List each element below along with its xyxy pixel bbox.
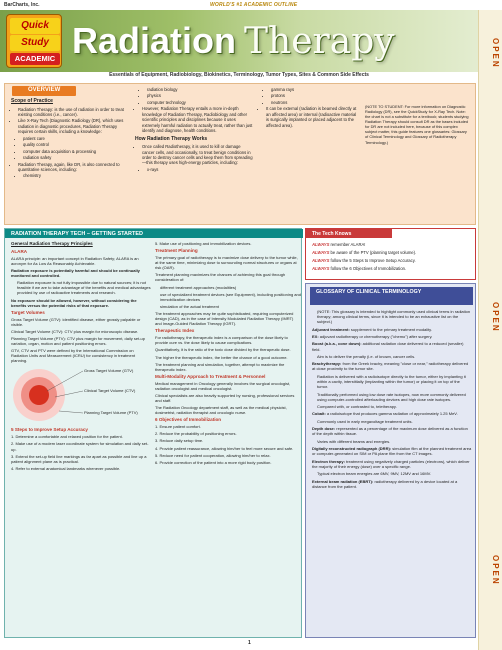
index-item: Quantitatively, it is the ratio of the toxic dose divided by the therapeutic dose. [155,347,291,353]
overview-col3-list [259,87,359,128]
list-item: • Radiation Therapy: is the use of radiation in order to treat existing conditions (i.e., cancer). [18,107,129,118]
step-item: 2. Make use of a modern laser coordinate system for simulation and daily set-up. [11,441,149,452]
objective-item: 5. Reduce need for patient cooperation, allowing him/her to relax. [155,452,271,458]
list-item: • Like X-Ray Tech (Diagnostic Radiology (DR), which uses radiation in diagnostic procedures, Radiation Therapy requires certain skills, including a knowledge: [18,118,129,134]
multi-item: Clinical specialists are also heavily supported by nursing, professional services and staff. [155,392,295,404]
list-item: • neutrons [271,100,359,105]
alara-text: ALARA principle: an important concept in Radiation Safety; ALARA is an acronym for As Low As Reasonably Achievable. [11,255,139,266]
objective-item: 2. Reduce the probability of positioning errors. [155,431,237,437]
gtv-label: Gross Target Volume (GTV) [84,368,134,374]
index-item: The treatment planning and simulation, together, attempt to maximize the therapeutic index. [155,361,285,372]
glossary-entry: EX: adjuvant radiotherapy or chemotherapy ("chemo") after surgery. [312,334,433,340]
planning-item: The treatment approaches may be quite sophisticated, requiring computerized design (CAD), as in the case of Intensity Modulated Radiation Therapy (IMRT) and Image-Guided Radiation Therapy (IGRT). [155,310,294,327]
gtv-circle [29,385,49,405]
list-item: • patient care [23,136,129,141]
glossary-entry: Depth dose: represented as a percentage of the maximum dose delivered as a function of the depth within tissue. [312,426,468,437]
steps-heading: 5 Steps to Improve Setup Accuracy [11,427,88,433]
no-exposure-text: No exposure should be allowed, however, without considering the benefits versus the potential risks of that exposure. [11,297,137,308]
target-item: Gross Target Volume (GTV): identified disease, either grossly palpable or visible. [11,316,141,327]
objectives-heading: 6 Objectives of Immobilization [155,417,222,423]
overview-title: OVERVIEW [12,86,76,96]
title-word-1: Radiation [72,20,237,61]
objective-item: 4. Provide patient reassurance, allowing him/her to feel more secure and safe. [155,445,294,451]
step-item: 4. Refer to external anatomical landmarks whenever possible. [11,465,121,471]
objective-item: 6. Provide correction of the patient into a more rigid body position. [155,459,272,465]
list-item: • However, Radiation Therapy entails a more in-depth knowledge of Radiation Therapy, Radiobiology and other scientific principles and disciplines because it uses extremely harmful radiation to actually treat, rather than just identify and diagnose, health conditions. [142,106,253,133]
glossary-entry: Typical electron beam energies are 6MV, 9MV, 12MV and 16MV. [317,471,432,477]
multi-heading: Multi-Modality Approach to Treatment & Personnel [155,373,266,379]
list-item: • gamma rays [271,87,359,92]
target-item: GTV, CTV and PTV were defined by the International Commission on Radiation Units and Measurement (ICRU) for consistency in treatment planning. [11,348,136,364]
open-tab-3[interactable]: OPEN [491,555,500,586]
multi-item: Medical management in Oncology generally involves the surgical oncologist, radiation oncologist and medical oncologist. [155,380,291,391]
tech-knows-line: ALWAYS be aware of the PTV (planning target volume). [312,250,417,255]
list-item: • physics [147,93,253,98]
principles-heading: General Radiation Therapy Principles [11,241,93,246]
glossary-entry: Cobalt: a radioisotope that produces gamma radiation of approximately 1.25 MeV. [312,411,458,417]
objective-item: 1. Ensure patient comfort. [155,424,201,430]
step-item: 5. Make use of positioning and immobilization devices. [155,241,252,246]
target-item: Planning Target Volume (PTV): CTV plus margin for movement, daily set-up variation, organ, motion and patient positioning errors. [11,335,145,347]
glossary-entry: Brachytherapy: from the Greek brachy, meaning "close or near," radiotherapy delivered at close proximity to the tumor site. [312,361,469,372]
glossary-title: GLOSSARY OF CLINICAL TERMINOLOGY [310,287,473,305]
tech-getting-started-section [4,228,302,638]
logo-line-2: Study [10,35,60,51]
ctv-label: Clinical Target Volume (CTV) [84,388,136,394]
list-item: • x-rays [147,167,253,172]
title-word-2: Therapy [244,21,395,62]
list-item: • quality control [23,142,129,147]
target-heading: Target Volumes [11,309,45,315]
glossary-section [305,283,476,638]
overview-section [4,83,476,225]
list-item: • radiation safety [23,155,129,160]
how-list [135,144,253,172]
glossary-entry: Electron therapy: treatment using negatively charged particles (electrons), which deliver the majority of their energy (dose) over a specific range. [312,458,470,469]
how-heading: How Radiation Therapy Works [135,135,208,142]
overview-col2-list [135,87,253,134]
overview-col-1 [11,98,129,180]
logo-line-1: Quick [10,18,60,34]
overview-note: (NOTE TO STUDENT: For more information on Diagnostic Radiology (DR), see the QuickStudy for X-Ray Tech. Note: the chart is not a substitute for a textbook; students studying Radiation Therapy should consult DR as the bases included for DR are not included here, because of this complex subject matter, this guide features one glossaries: Glossary of Clinical Terminology and Glossary of Radiotherapy Terminology.) [365,104,469,145]
subtitle: Essentials of Equipment, Radiobiology, Biokinetics, Terminology, Tumor Types, Sites & Common Side Effects [109,72,369,78]
overview-col-2 [135,87,253,173]
step-item: 3. Extend the set-up field line markings as far apart as possible and line up a patient alignment plane as is practical. [11,453,147,464]
tech-knows-box [305,228,476,280]
list-item: • radiation biology [147,87,253,92]
objective-item: 3. Reduce daily setup time. [155,438,204,444]
list-item: • protons [271,93,359,98]
list-item: • Once called Radiotherapy, it is used to kill or damage cancer cells, and occasionally, to treat benign conditions in order to destroy cancer cells and keep them from spreading—this therapy uses high-energy particles, including: [142,144,253,166]
multi-item: The Radiation Oncology department staff, as well as the medical physicist, dosimetrist, radiation therapist and oncologic nurse. [155,405,287,416]
list-item: • computer data acquisition & processing [23,149,129,154]
index-item: For radiotherapy, the therapeutic index is a comparison of the dose likely to provide cure vs. the dose likely to cause complications. [155,335,288,346]
open-tab-2[interactable]: OPEN [491,302,500,333]
planning-heading: Treatment Planning [155,248,198,254]
planning-item: different treatment approaches (modalities) [160,284,237,290]
overview-col-3 [259,87,359,129]
scope-heading: Scope of Practice [11,98,53,104]
alara-heading: ALARA [11,248,28,254]
target-item: Clinical Target Volume (CTV): CTV plus margin for microscopic disease. [11,328,139,334]
target-volume-svg [11,365,141,425]
step-item: 1. Determine a comfortable and relaxed position for the patient. [11,434,123,440]
planning-item: The primary goal of radiotherapy is to maximize dose delivery to the tumor while, at the same time, minimizing dose to surrounding normal structures or organs at risk (OAR). [155,254,298,271]
glossary-entry: (NOTE: This glossary is intended to highlight commonly used clinical terms in radiation therapy; among clinical terms, since it is intended to be an exhaustive list on the subject.) [317,309,471,325]
glossary-entry: Radiation is delivered with a radioisotope directly to the tumor, either by implanting it within a cavity, interstitially (implanting within the tumor) or placing it on top of the tumor. [317,373,466,390]
top-bar [0,0,502,10]
quickstudy-logo [6,14,62,68]
glossary-body [312,309,472,491]
list-item: • Radiation Therapy, again, like DR, is also connected to quantitative sciences, including: [18,162,129,173]
tech-col-2 [155,241,301,467]
page-number: 1 [248,640,251,646]
glossary-entry: Boost (a.k.a., cone down): additional radiation dose delivered to a reduced (smaller) field. [312,341,464,352]
tech-knows-line: ALWAYS follow the 6 Objectives of Immobilization. [312,266,407,271]
open-tab-sidebar [478,10,502,650]
glossary-entry: External beam radiation (EBRT): radiotherapy delivered by a device located at a distance from the patient. [312,478,458,489]
tech-knows-line: ALWAYS remember ALARA! [312,242,366,247]
exposure-text: Radiation exposure is potentially harmful and should be continually monitored and controlled. [11,267,140,279]
target-volume-diagram [11,365,141,425]
index-heading: Therapeutic Index [155,328,195,334]
glossary-entry: Aim is to deliver the penalty (i.e. of known, cancer cells. [317,353,416,359]
page-title [72,18,395,64]
planning-item: use of specialized treatment devices (see Equipment), including positioning and immobilization devices [160,291,301,302]
index-item: The higher the therapeutic index, the better the chance of a good outcome. [155,354,288,360]
planning-item: Treatment planning maximizes the chances of achieving this goal through consideration of: [155,272,286,283]
tech-section-title: RADIATION THERAPY TECH – GETTING STARTED [5,229,303,238]
overview-col1-list [11,107,129,179]
ptv-label: Planning Target Volume (PTV) [84,410,138,416]
glossary-entry: Adjuvant treatment: supplement to the primary treatment modality. [312,326,432,332]
tagline-top: WORLD'S #1 ACADEMIC OUTLINE [210,2,298,8]
tech-knows-line: ALWAYS follow the 5 Steps to Improve Setup Accuracy. [312,258,416,263]
tech-col-1 [11,241,151,473]
exposure-note: Radiation exposure is not fully impossible due to natural sources; it is not feasible if we are to take advantage of the benefits and medical advantages provided by use of radioactive treatments and research. [17,280,151,296]
glossary-entry: Varies with different beams and energies. [317,438,391,444]
publisher-brand: BarCharts, Inc. [4,2,40,8]
glossary-entry: Traditionally performed using low dose rate isotopes, now more commonly delivered using computer-controlled afterloading devices and high dose rate isotopes. [317,391,466,402]
glossary-entry: Compared with, or contrasted to, teletherapy. [317,404,397,410]
glossary-entry: Digitally reconstructed radiograph (DRR): simulation film at the planned treatment area or computer-generated on SIM or PA plane film from the CT images. [312,446,472,457]
planning-item: simulation of the actual treatment [160,303,219,309]
list-item: • computer technology [147,100,253,105]
glossary-entry: Commonly used in early megavoltage treatment units. [317,418,413,424]
tech-knows-title: The Tech Knows [306,229,392,238]
list-item: • chemistry [23,173,129,178]
header-banner [0,10,502,72]
open-tab-1[interactable]: OPEN [491,38,500,69]
list-item: • It can be external (radiation is beamed directly at an affected area) or internal (radioactive material is surgically implanted or placed adjacent to the affected area). [266,106,359,128]
logo-line-3: ACADEMIC [10,53,60,65]
